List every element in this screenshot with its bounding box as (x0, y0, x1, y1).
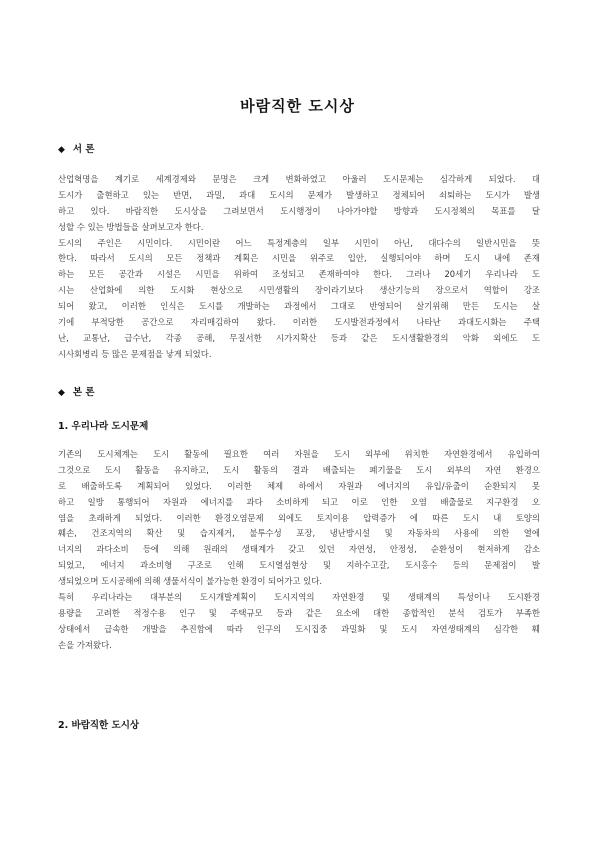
section-2-title: 2. 바람직한 도시상 (58, 720, 140, 731)
intro-heading (58, 141, 95, 155)
text-line: 산업혁명을 계기로 세계경제와 문명은 크게 변화하였고 아울러 도시문제는 심각하게 되었다. 대 (58, 174, 540, 184)
text-line: 기존의 도시체계는 도시 활동에 필요한 여러 자원을 도시 외부에 위치한 자연환경에서 유입하여 (58, 449, 540, 459)
text-line: 하는 모든 공간과 시설은 시민을 위하여 조성되고 존재하여야 한다. 그러나 20세기 우리나라 도 (58, 269, 540, 280)
text-line: 도시의 주인은 시민이다. 시민이란 어느 특정계층의 일부 시민이 아닌, 대다수의 일반시민을 뜻 (58, 237, 540, 248)
section-1-paragraph (58, 447, 540, 654)
text-line: 되었고, 에너지 과소비형 구조로 인해 도시열섬현상 및 지하수고갈, 도시홍수 등의 문제점이 발 (58, 560, 540, 571)
text-line: 생되었으며 도시공해에 의해 생물서식이 불가능한 환경이 되어가고 있다. (58, 576, 323, 587)
text-line: 한다. 따라서 도시의 모든 정책과 계획은 시민을 위주로 입안, 실행되어야 하며 도시 내에 존재 (58, 253, 540, 264)
text-line: 하고 일방 통행되어 자원과 에너지를 과다 소비하게 되고 이로 인한 오염 배출물로 지구환경 오 (58, 496, 540, 507)
text-line: 특히 우리나라는 대부분의 도시개발계획이 도시지역의 자연환경 및 생태계의 특성이나 도시환경 (58, 592, 540, 603)
text-line: 너지의 과다소비 등에 의해 원래의 생태계가 갖고 있던 자연성, 안정성, 순환성이 현저하게 감소 (58, 544, 540, 555)
text-line: 용량을 고려한 적정수용 인구 및 주택규모 등과 같은 요소에 대한 종합적인 분석 검토가 부족한 (58, 607, 540, 618)
diamond-bullet-icon: ◆ (58, 388, 65, 398)
body-heading-label: 본 론 (72, 387, 95, 398)
intro-paragraph (58, 172, 540, 363)
text-line: 염을 초래하게 되었다. 이러한 환경오염문제 외에도 토지이용 압력증가 에 따른 도시 내 토양의 (58, 512, 540, 523)
text-line: 상태에서 급속한 개발을 추진함에 따라 인구의 도시집중 과밀화 및 도시 자연생태계의 심각한 훼 (58, 623, 540, 634)
text-line: 훼손, 건조지역의 확산 및 습지제거, 불투수성 포장, 냉난방시설 및 자동차의 사용에 의한 열에 (58, 528, 540, 539)
text-line: 시사회병리 등 많은 문제점을 낳게 되었다. (58, 348, 212, 359)
text-line: 되어 왔고, 이러한 인식은 도시를 개발하는 과정에서 그대로 반영되어 살기위해 만든 도시는 살 (58, 301, 540, 312)
text-line: 하고 있다. 바람직한 도시상을 그려보면서 도시행정이 나아가야할 방향과 도시정책의 목표를 달 (58, 205, 540, 216)
text-line: 성할 수 있는 방법들을 살펴보고자 한다. (58, 221, 204, 232)
diamond-bullet-icon: ◆ (58, 145, 65, 155)
text-line: 시는 산업화에 의한 도시화 현상으로 시민생활의 장이라기보다 생산기능의 장으로서 역할이 강조 (58, 285, 540, 296)
text-line: 난, 교통난, 급수난, 각종 공해, 무질서한 시가지확산 등과 같은 도시생활환경의 악화 외에도 도 (58, 332, 540, 343)
text-line: 기에 부적당한 공간으로 자리매김하여 왔다. 이러한 도시발전과정에서 나타난 과대도시화는 주택 (58, 317, 540, 328)
text-line: 로 배출하도록 계획되어 있었다. 이러한 체제 하에서 자원과 에너지의 유입/유출이 순환되지 못 (58, 480, 540, 491)
section-1-title: 1. 우리나라 도시문제 (58, 421, 149, 432)
text-line: 도시가 출현하고 있는 반면, 과밀, 과대 도시의 문제가 발생하고 정체되어 쇠퇴하는 도시가 발생 (58, 189, 540, 200)
document-title: 바람직한 도시상 (240, 97, 355, 115)
body-heading (58, 384, 95, 398)
text-line: 그것으로 도시 활동을 유지하고, 도시 활동의 결과 배출되는 폐기물을 도시 외부의 자연 환경으 (58, 464, 540, 475)
intro-heading-label: 서 론 (72, 144, 95, 155)
text-line: 손을 가져왔다. (58, 639, 112, 650)
